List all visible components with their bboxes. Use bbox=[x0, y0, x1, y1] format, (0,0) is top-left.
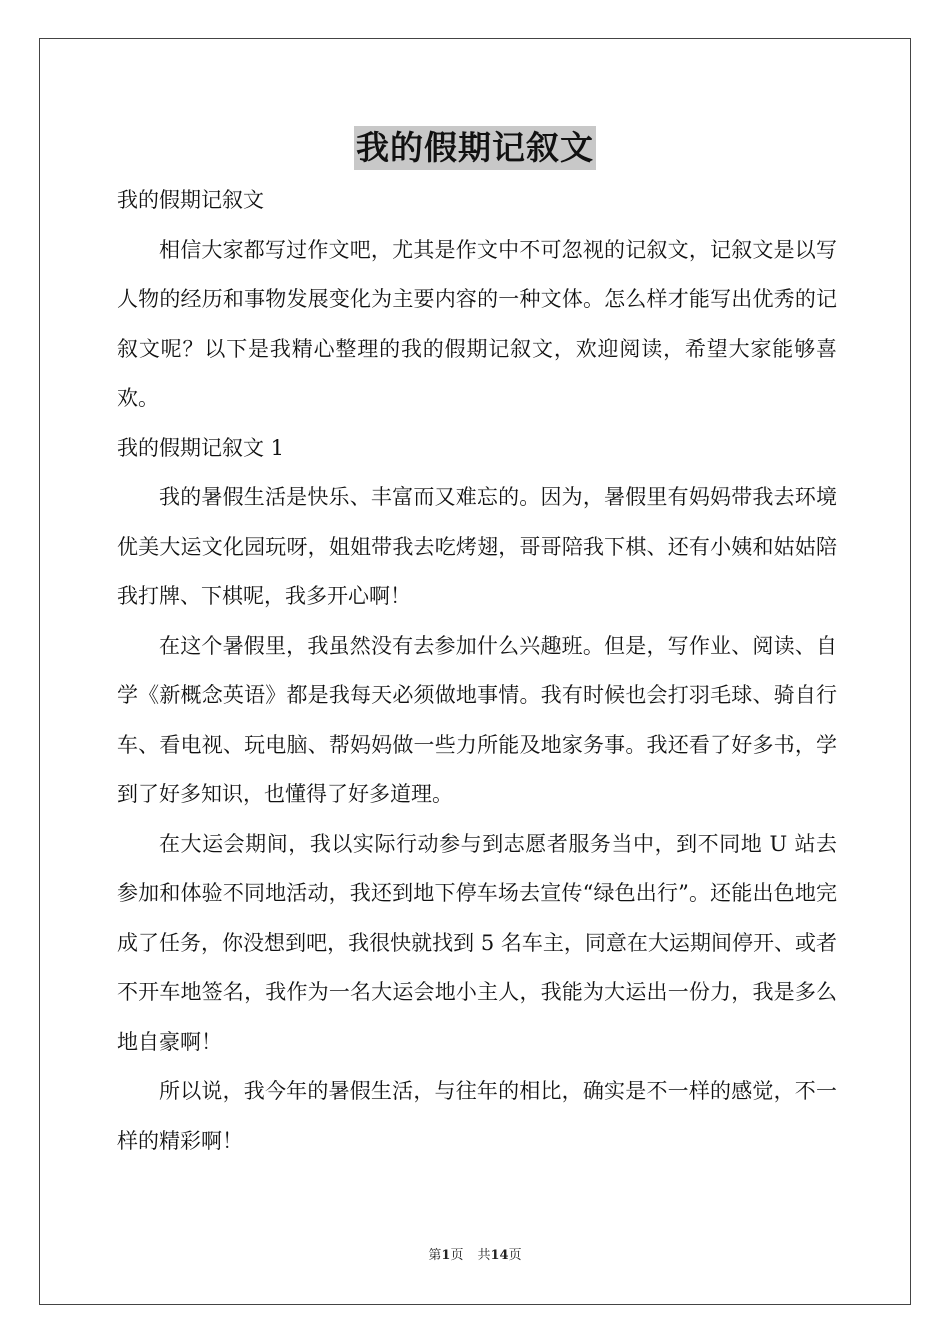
intro-paragraph: 相信大家都写过作文吧，尤其是作文中不可忽视的记叙文，记叙文是以写人物的经历和事物发展变化为主要内容的一种文体。怎么样才能写出优秀的记叙文呢？以下是我精心整理的我的假期记叙文，欢迎阅读，希望大家能够喜欢。 bbox=[117, 237, 837, 410]
page-number: 1 bbox=[441, 1248, 451, 1263]
body-paragraph: 所以说，我今年的暑假生活，与往年的相比，确实是不一样的感觉，不一样的精彩啊！ bbox=[117, 1079, 837, 1153]
page-footer bbox=[0, 1248, 950, 1264]
document-title: 我的假期记叙文 bbox=[354, 126, 596, 170]
total-pages: 14 bbox=[490, 1248, 509, 1263]
body-paragraph: 我的暑假生活是快乐、丰富而又难忘的。因为，暑假里有妈妈带我去环境优美大运文化园玩呀，姐姐带我去吃烤翅，哥哥陪我下棋、还有小姨和姑姑陪我打牌、下棋呢，我多开心啊！ bbox=[117, 485, 837, 608]
title-container bbox=[0, 126, 950, 170]
body-paragraph: 在大运会期间，我以实际行动参与到志愿者服务当中，到不同地 U 站去参加和体验不同地活动，我还到地下停车场去宣传“绿色出行”。还能出色地完成了任务，你没想到吧，我很快就找到 5 名车主，同意在大运期间停开、或者不开车地签名，我作为一名大运会地小主人，我能为大运出一份力，我是多么地自豪啊！ bbox=[117, 831, 837, 1054]
total-prefix: 共 bbox=[477, 1248, 491, 1263]
subtitle-line: 我的假期记叙文 bbox=[117, 188, 264, 212]
total-suffix: 页 bbox=[508, 1248, 522, 1263]
section-heading: 我的假期记叙文 1 bbox=[117, 435, 285, 460]
page-prefix: 第 bbox=[428, 1248, 442, 1263]
body-paragraph: 在这个暑假里，我虽然没有去参加什么兴趣班。但是，写作业、阅读、自学《新概念英语》都是我每天必须做地事情。我有时候也会打羽毛球、骑自行车、看电视、玩电脑、帮妈妈做一些力所能及地家务事。我还看了好多书，学到了好多知识，也懂得了好多道理。 bbox=[117, 633, 837, 806]
page-suffix: 页 bbox=[450, 1248, 464, 1263]
document-body bbox=[117, 176, 837, 1166]
